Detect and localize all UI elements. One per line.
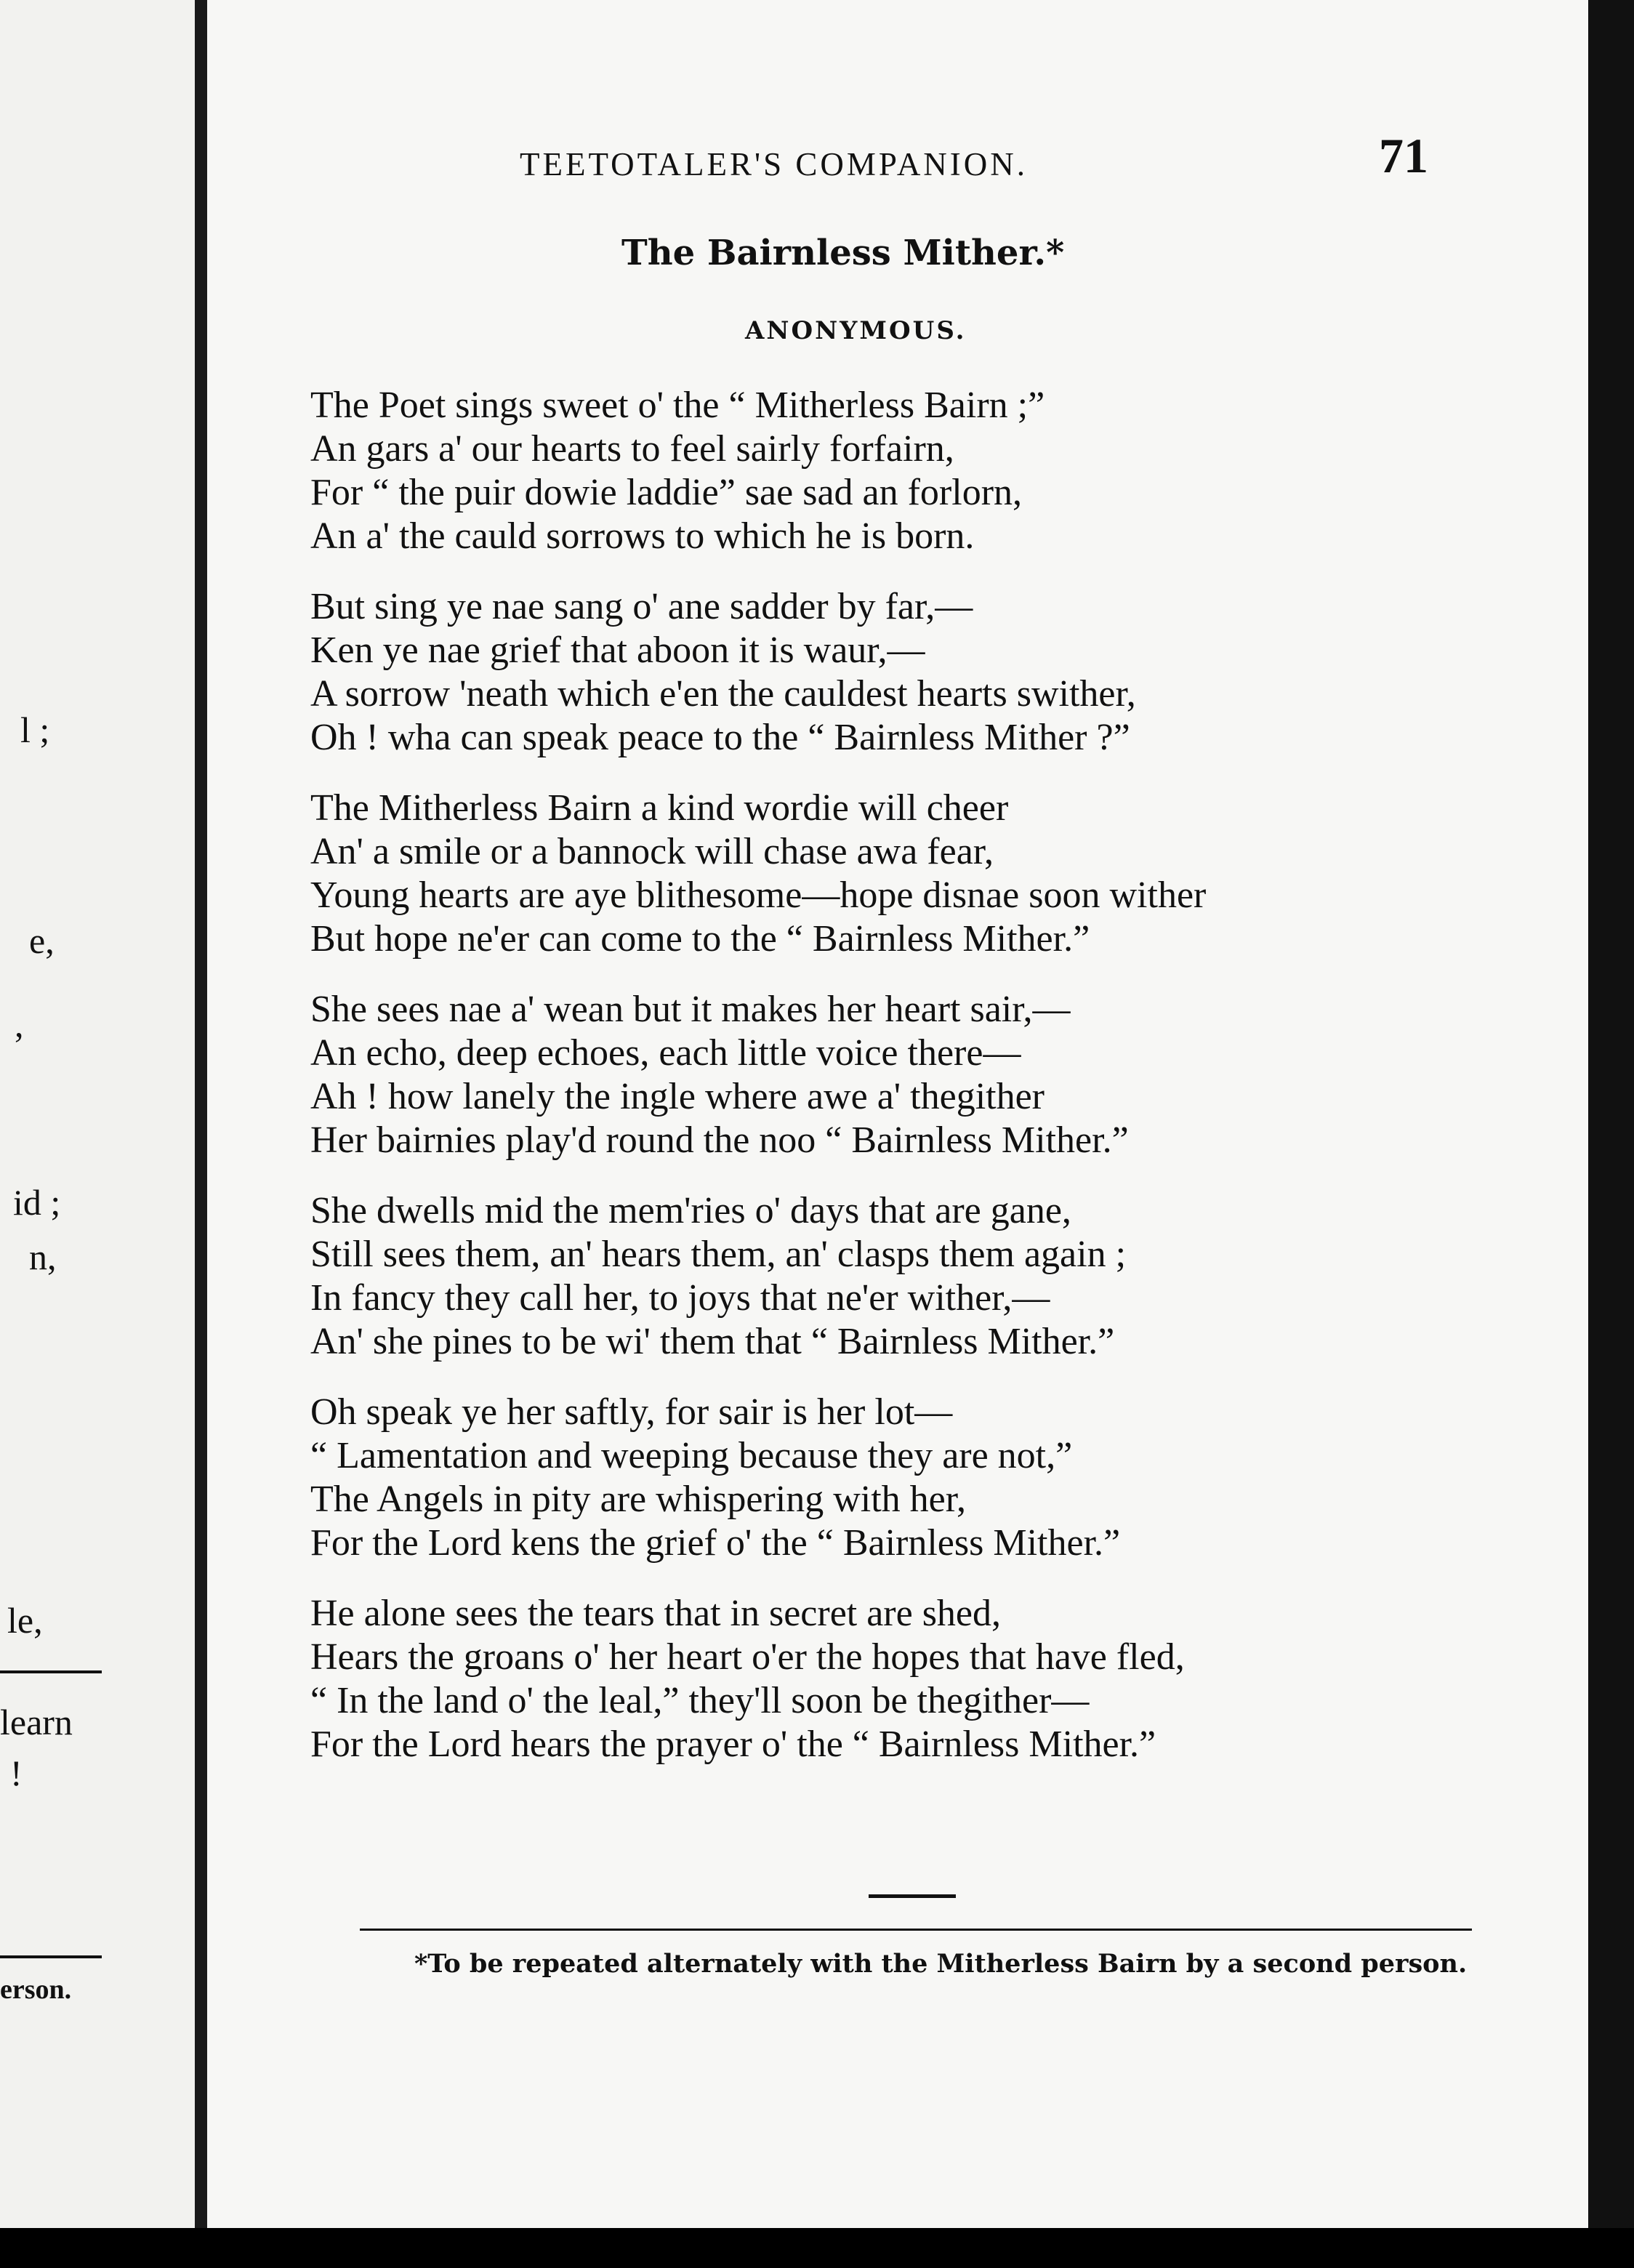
stanza [310,1592,1561,1766]
poem-line: An' she pines to be wi' them that “ Bairnless Mither.” [310,1321,1115,1362]
previous-page-edge [0,0,195,2228]
poem-line: Ken ye nae grief that aboon it is waur,— [310,630,925,671]
poem-line: For the Lord kens the grief o' the “ Bairnless Mither.” [310,1522,1121,1564]
book-gutter [195,0,207,2228]
previous-page-fragment: learn [0,1702,73,1742]
stanza [310,1391,1561,1565]
poem-line: The Angels in pity are whispering with her, [310,1479,966,1520]
poem-line: She sees nae a' wean but it makes her heart sair,— [310,989,1071,1030]
poem-line: Oh speak ye her saftly, for sair is her lot— [310,1391,953,1433]
poem-title: The Bairnless Mither.* [621,233,1065,273]
previous-page-fragment: , [15,1004,24,1045]
poem-line: Young hearts are aye blithesome—hope disnae soon wither [310,874,1207,916]
poem-line: An' a smile or a bannock will chase awa fear, [310,831,994,872]
previous-page-rule [0,1670,102,1673]
previous-page-fragment: l ; [20,709,50,750]
poem-line: For “ the puir dowie laddie” sae sad an forlorn, [310,472,1023,513]
book-edge [1588,0,1634,2268]
previous-page-fragment: n, [29,1236,57,1277]
running-title: TEETOTALER'S COMPANION. [520,146,1029,182]
poem-line: Still sees them, an' hears them, an' clasps them again ; [310,1234,1127,1275]
scan-border [0,2228,1634,2268]
previous-page-fragment: id ; [13,1182,61,1223]
poem-line: An gars a' our hearts to feel sairly forfairn, [310,428,954,470]
poem-body [310,384,1561,1793]
poem-line: Ah ! how lanely the ingle where awe a' thegither [310,1076,1045,1117]
poem-line: An echo, deep echoes, each little voice there— [310,1032,1021,1074]
poem-line: A sorrow 'neath which e'en the cauldest hearts swither, [310,673,1136,715]
stanza [310,384,1561,558]
previous-page-fragment: e, [29,920,55,961]
stanza [310,988,1561,1162]
poem-line: Her bairnies play'd round the noo “ Bairnless Mither.” [310,1119,1129,1161]
poem-line: The Poet sings sweet o' the “ Mitherless Bairn ;” [310,385,1045,426]
poem-line: An a' the cauld sorrows to which he is born. [310,515,975,557]
book-page [207,0,1588,2228]
poem-line: “ In the land o' the leal,” they'll soon be thegither— [310,1680,1090,1721]
poem-line: The Mitherless Bairn a kind wordie will cheer [310,787,1009,829]
footnote: *To be repeated alternately with the Mitherless Bairn by a second person. [414,1949,1468,1979]
page-number: 71 [1379,128,1428,183]
stanza [310,585,1561,760]
previous-page-fragment: le, [7,1600,43,1641]
poem-line: For the Lord hears the prayer o' the “ Bairnless Mither.” [310,1724,1156,1765]
poem-line: But hope ne'er can come to the “ Bairnless Mither.” [310,918,1090,960]
poem-line: In fancy they call her, to joys that ne'er wither,— [310,1277,1050,1319]
poem-end-rule [869,1894,956,1898]
previous-page-fragment: ! [10,1753,23,1793]
poem-line: Hears the groans o' her heart o'er the hopes that have fled, [310,1636,1185,1678]
stanza [310,787,1561,961]
poem-line: She dwells mid the mem'ries o' days that are gane, [310,1190,1071,1231]
previous-page-fragment: erson. [0,1974,72,2005]
footnote-rule [360,1929,1472,1931]
stanza [310,1189,1561,1364]
poem-line: But sing ye nae sang o' ane sadder by far,— [310,586,973,627]
poem-author: ANONYMOUS. [745,316,967,345]
previous-page-rule [0,1955,102,1958]
poem-line: He alone sees the tears that in secret are shed, [310,1593,1002,1634]
poem-line: “ Lamentation and weeping because they are not,” [310,1435,1073,1476]
poem-line: Oh ! wha can speak peace to the “ Bairnless Mither ?” [310,717,1130,758]
